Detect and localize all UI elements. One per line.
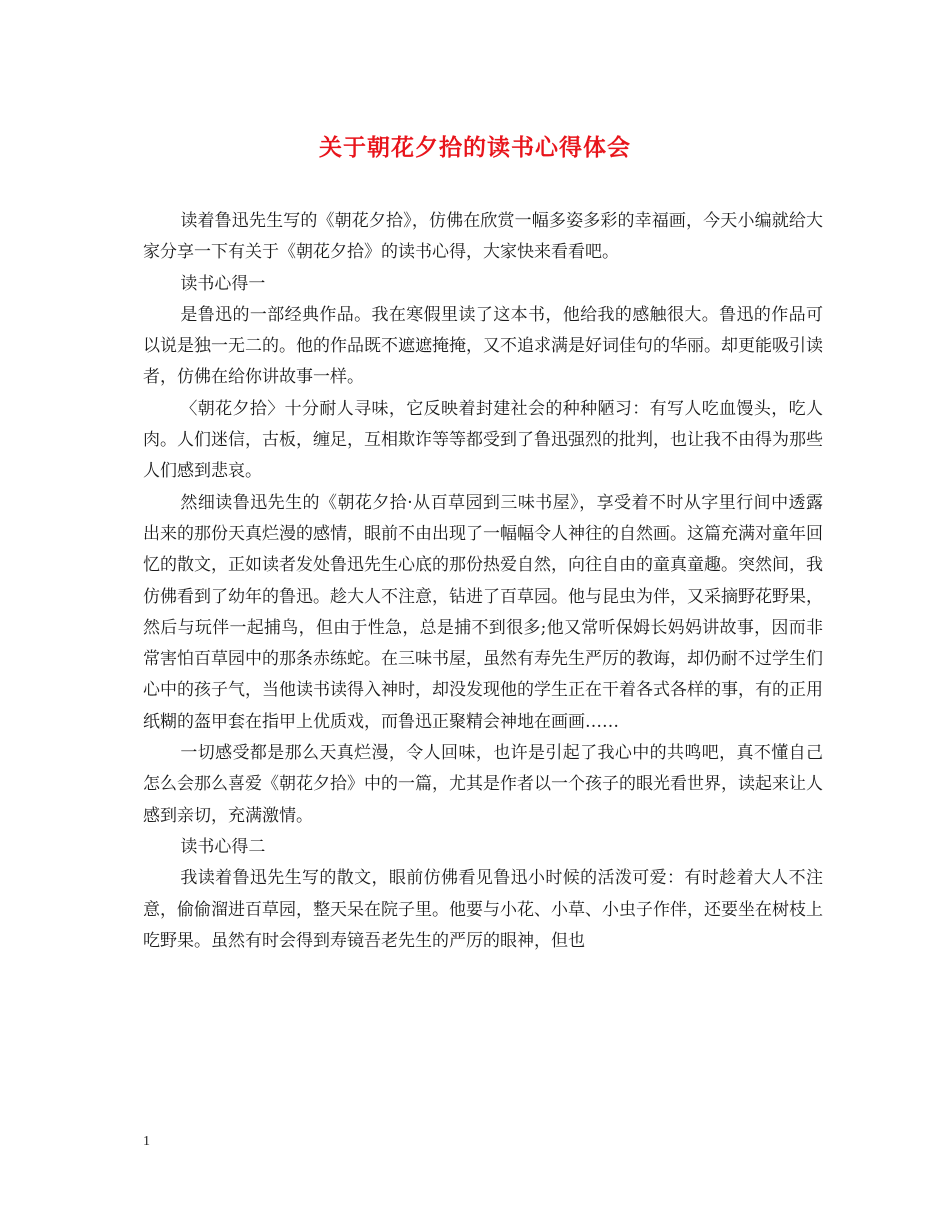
section-heading-1: 读书心得一 [180, 273, 266, 294]
document-body [143, 206, 823, 957]
paragraph: 然细读鲁迅先生的《朝花夕拾·从百草园到三味书屋》，享受着不时从字里行间中透露出来的那份天真烂漫的感情，眼前不由出现了一幅幅令人神往的自然画。这篇充满对童年回忆的散文，正如读者发处鲁迅先生心底的那份热爱自然，向往自由的童真童趣。突然间，我仿佛看到了幼年的鲁迅。趁大人不注意，钻进了百草园。他与昆虫为伴，又采摘野花野果，然后与玩伴一起捕鸟，但由于性急，总是捕不到很多;他又常听保姆长妈妈讲故事，因而非常害怕百草园中的那条赤练蛇。在三味书屋，虽然有寿先生严厉的教诲，却仍耐不过学生们心中的孩子气，当他读书读得入神时，却没发现他的学生正在干着各式各样的事，有的正用纸糊的盔甲套在指甲上优质戏，而鲁迅正聚精会神地在画画…… [143, 492, 823, 732]
paragraph: 是鲁迅的一部经典作品。我在寒假里读了这本书，他给我的感触很大。鲁迅的作品可以说是独一无二的。他的作品既不遮遮掩掩，又不追求满是好词佳句的华丽。却更能吸引读者，仿佛在给你讲故事一样。 [143, 304, 823, 388]
paragraph-intro: 读着鲁迅先生写的《朝花夕拾》，仿佛在欣赏一幅多姿多彩的幸福画，今天小编就给大家分享一下有关于《朝花夕拾》的读书心得，大家快来看看吧。 [143, 211, 823, 263]
document-title: 关于朝花夕拾的读书心得体会 [319, 134, 631, 161]
paragraph: 〈朝花夕拾〉十分耐人寻味，它反映着封建社会的种种陋习：有写人吃血馒头，吃人肉。人们迷信，古板，缠足，互相欺诈等等都受到了鲁迅强烈的批判，也让我不由得为那些人们感到悲哀。 [143, 398, 823, 482]
paragraph: 一切感受都是那么天真烂漫，令人回味，也许是引起了我心中的共鸣吧，真不懂自己怎么会那么喜爱《朝花夕拾》中的一篇，尤其是作者以一个孩子的眼光看世界，读起来让人感到亲切，充满激情。 [143, 743, 823, 826]
section-heading-2: 读书心得二 [180, 836, 266, 857]
paragraph: 我读着鲁迅先生写的散文，眼前仿佛看见鲁迅小时候的活泼可爱：有时趁着大人不注意，偷偷溜进百草园，整天呆在院子里。他要与小花、小草、小虫子作伴，还要坐在树枝上吃野果。虽然有时会得到寿镜吾老先生的严厉的眼神，但也 [143, 868, 823, 951]
page-number: 1 [143, 1134, 150, 1149]
